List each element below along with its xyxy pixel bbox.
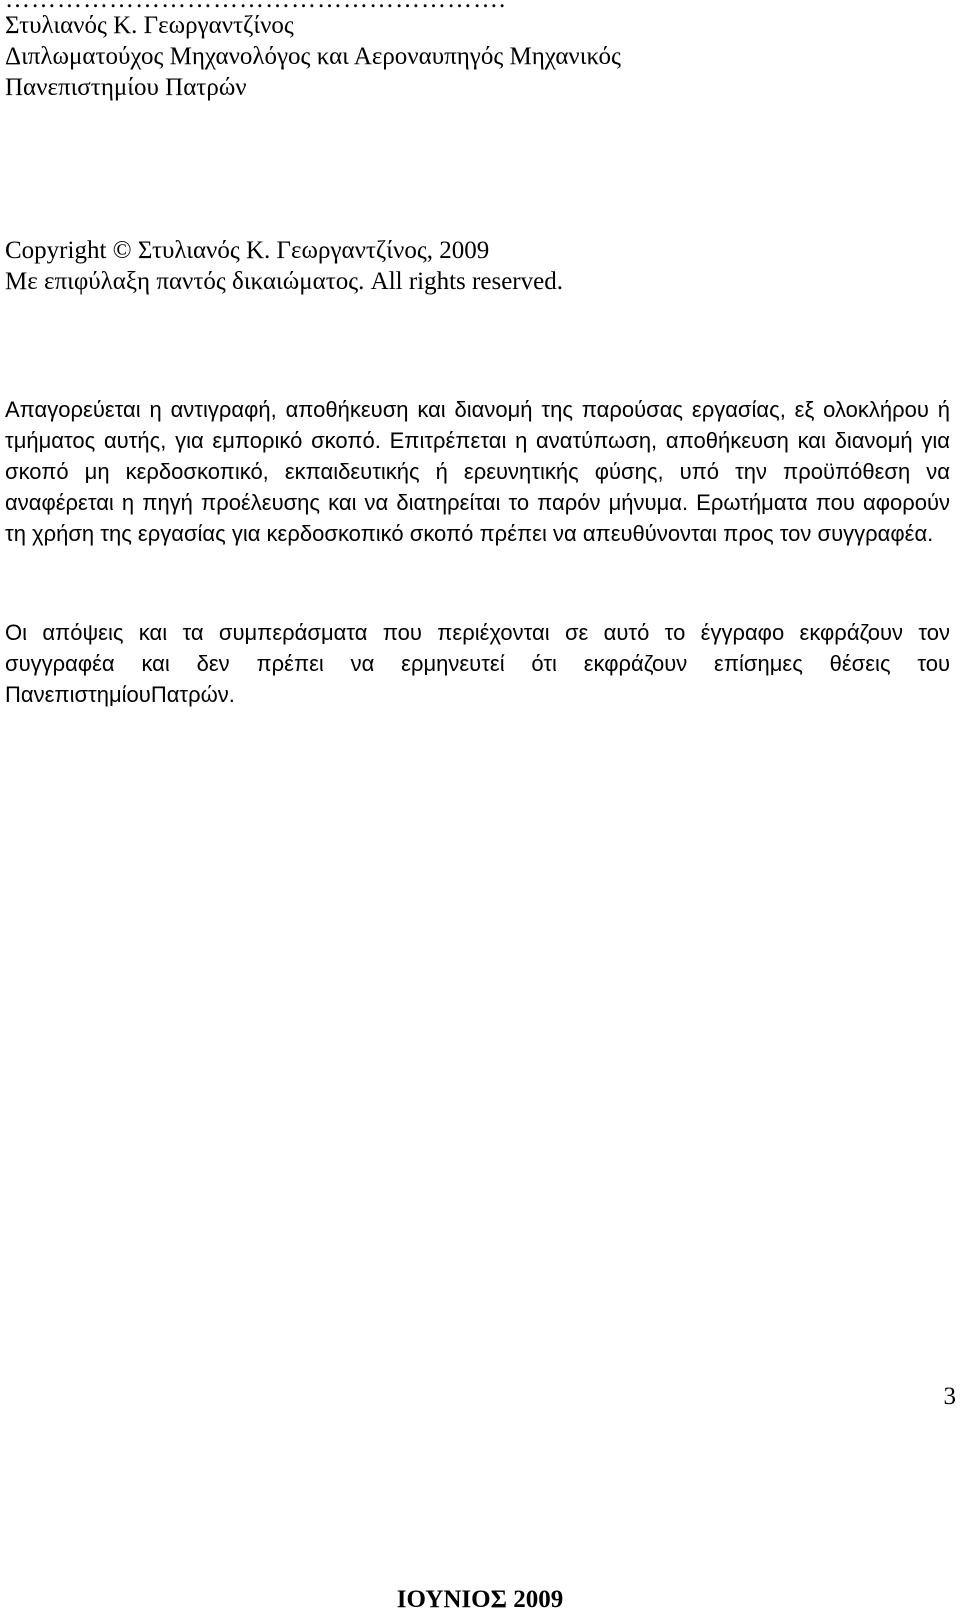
author-name: Στυλιανός Κ. Γεωργαντζίνος [5, 12, 294, 39]
author-degree: Διπλωματούχος Μηχανολόγος και Αεροναυπηγός Μηχανικός [5, 43, 621, 70]
rights-reserved-line: Με επιφύλαξη παντός δικαιώματος. All rights reserved. [5, 268, 563, 295]
copyright-line: Copyright © Στυλιανός Κ. Γεωργαντζίνος, 2009 [5, 237, 490, 264]
disclaimer-paragraph: Οι απόψεις και τα συμπεράσματα που περιέχονται σε αυτό το έγγραφο εκφράζουν τον συγγραφέα και δεν πρέπει να ερμηνευτεί ότι εκφράζουν επίσημες θέσεις του ΠανεπιστημίουΠατρών. [5, 620, 950, 707]
author-university: Πανεπιστημίου Πατρών [5, 74, 247, 101]
usage-terms-paragraph: Απαγορεύεται η αντιγραφή, αποθήκευση και διανομή της παρούσας εργασίας, εξ ολοκλήρου ή τμήματος αυτής, για εμπορικό σκοπό. Επιτρέπεται η ανατύπωση, αποθήκευση και διανομή για σκοπό μη κερδοσκοπικό, εκπαιδευτικής ή ερευνητικής φύσης, υπό την προϋπόθεση να αναφέρεται η πηγή προέλευσης και να διατηρείται το παρόν μήνυμα. Ερωτήματα που αφορούν τη χρήση της εργασίας για κερδοσκοπικό σκοπό πρέπει να απευθύνονται προς τον συγγραφέα. [5, 397, 950, 546]
page-number: 3 [943, 1383, 956, 1410]
document-date: ΙΟΥΝΙΟΣ 2009 [396, 1586, 564, 1613]
